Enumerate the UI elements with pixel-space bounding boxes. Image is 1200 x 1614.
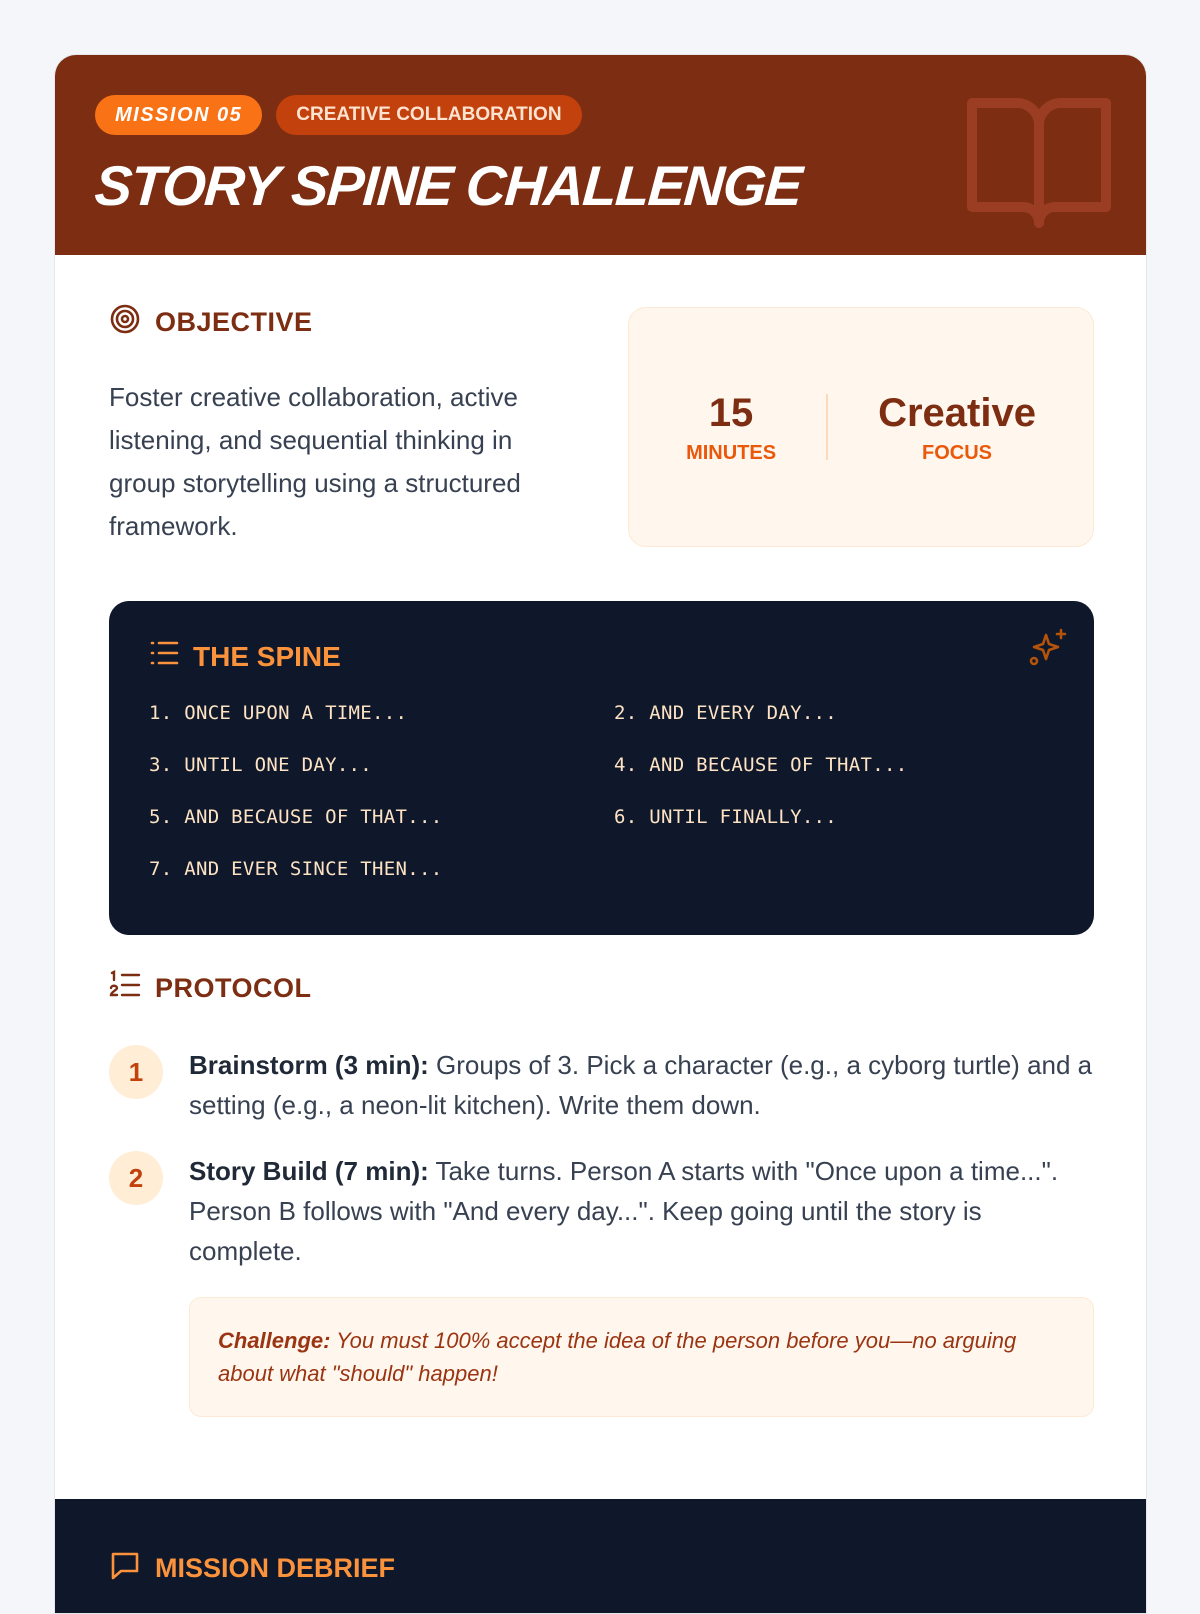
- challenge-callout: [189, 1297, 1094, 1417]
- mission-card: [54, 54, 1147, 1614]
- stat-focus-value: Creative: [878, 390, 1036, 435]
- stat-divider: [826, 394, 828, 460]
- protocol-section: [109, 970, 1094, 1417]
- stat-focus: [848, 390, 1066, 465]
- spine-heading: THE SPINE: [193, 640, 341, 672]
- step-text: [189, 1045, 1094, 1125]
- spine-heading-row: [149, 639, 1054, 674]
- stat-duration-value: 15: [708, 390, 754, 435]
- spine-step: 4. AND BECAUSE OF THAT...: [614, 754, 908, 776]
- objective-section: [109, 303, 579, 548]
- step-description: Take turns. Person A starts with "Once upon a time...". Person B follows with "And every day...". Keep going until the story is complete.: [189, 1156, 1059, 1266]
- stat-duration: [656, 390, 806, 465]
- spine-list: [149, 698, 1054, 884]
- spine-step: 1. ONCE UPON A TIME...: [149, 702, 408, 724]
- list-ordered-icon: [109, 970, 141, 1007]
- step-title: Brainstorm (3 min):: [189, 1050, 429, 1080]
- protocol-steps: [109, 1045, 1094, 1417]
- mission-header: [55, 55, 1146, 255]
- spine-step: 6. UNTIL FINALLY...: [614, 806, 838, 828]
- header-chips: [95, 95, 1106, 135]
- step-number: 2: [109, 1151, 163, 1205]
- debrief-heading-row: [109, 1549, 1092, 1588]
- step-description: Groups of 3. Pick a character (e.g., a cyborg turtle) and a setting (e.g., a neon-lit kitchen). Write them down.: [189, 1050, 1093, 1120]
- target-icon: [109, 303, 141, 342]
- message-square-icon: [109, 1549, 141, 1588]
- debrief-section: [55, 1499, 1146, 1614]
- mission-badge: MISSION 05: [95, 95, 262, 135]
- protocol-heading-row: [109, 970, 1094, 1007]
- protocol-heading: PROTOCOL: [155, 973, 312, 1003]
- objective-text: Foster creative collaboration, active listening, and sequential thinking in group storytelling using a structured framework.: [109, 382, 521, 541]
- objective-heading-row: [109, 303, 579, 342]
- protocol-step: [109, 1151, 1094, 1271]
- step-number: 1: [109, 1045, 163, 1099]
- spine-step: 3. UNTIL ONE DAY...: [149, 754, 373, 776]
- page-title: STORY SPINE CHALLENGE: [92, 154, 804, 217]
- stats-panel: [628, 307, 1094, 547]
- spine-panel: [109, 601, 1094, 935]
- spine-step: 2. AND EVERY DAY...: [614, 702, 838, 724]
- step-title: Story Build (7 min):: [189, 1156, 429, 1186]
- book-open-icon: [964, 93, 1114, 238]
- sparkles-icon: [1028, 627, 1068, 672]
- challenge-text: You must 100% accept the idea of the person before you—no arguing about what "should" happen!: [218, 1328, 1017, 1386]
- debrief-heading: MISSION DEBRIEF: [155, 1553, 396, 1583]
- list-icon: [149, 639, 179, 674]
- protocol-step: [109, 1045, 1094, 1125]
- stat-focus-label: FOCUS: [922, 441, 992, 464]
- challenge-label: Challenge:: [218, 1328, 331, 1353]
- stat-duration-label: MINUTES: [686, 441, 777, 464]
- spine-step: 5. AND BECAUSE OF THAT...: [149, 806, 443, 828]
- category-badge: CREATIVE COLLABORATION: [276, 95, 581, 135]
- step-text: [189, 1151, 1094, 1271]
- objective-heading: OBJECTIVE: [155, 307, 313, 337]
- spine-step: 7. AND EVER SINCE THEN...: [149, 858, 443, 880]
